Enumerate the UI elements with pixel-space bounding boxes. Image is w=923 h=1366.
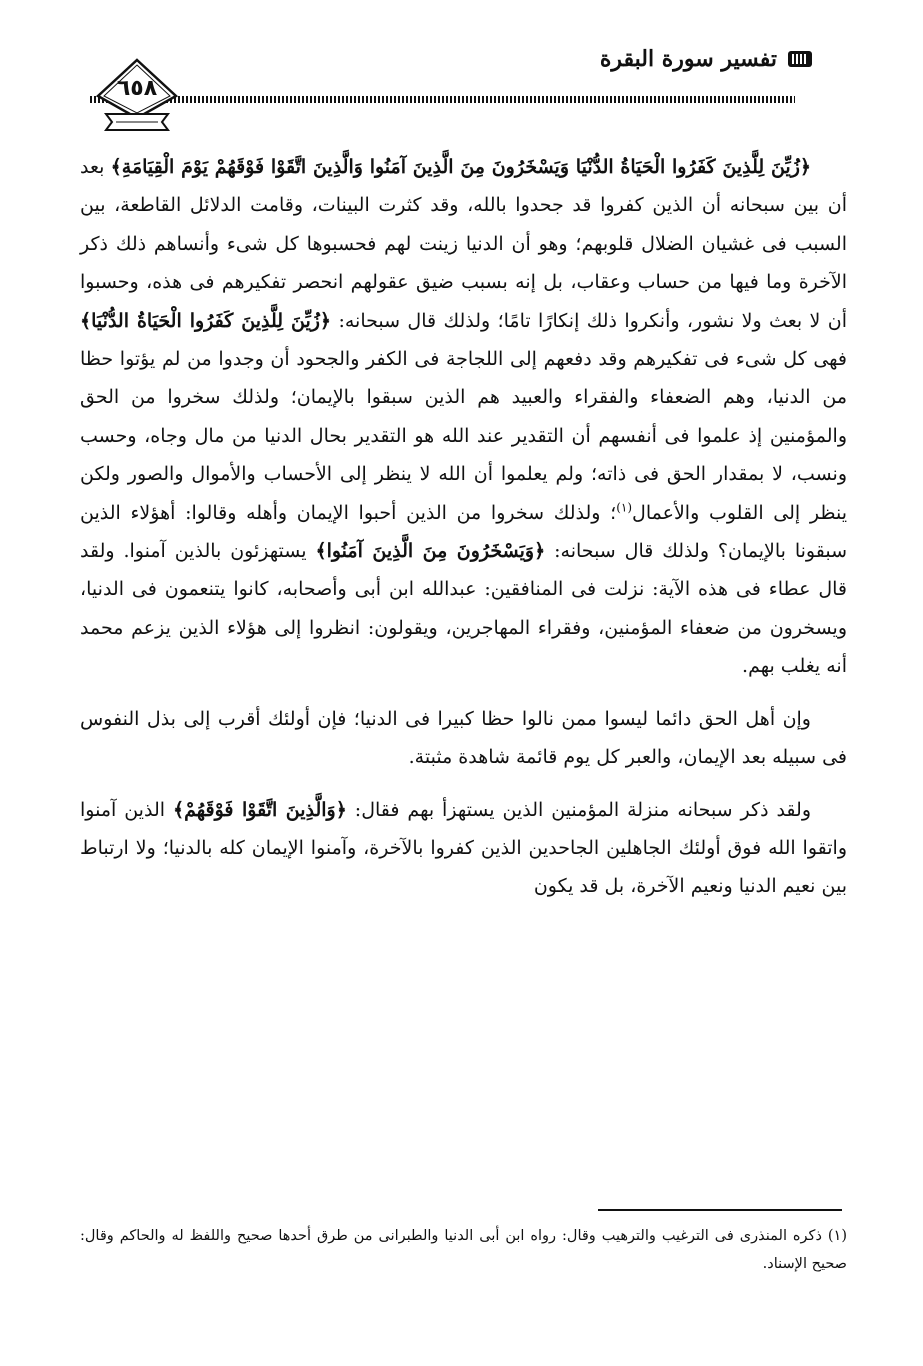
paragraph-text: ولقد ذكر سبحانه منزلة المؤمنين الذين يستهزأ بهم فقال: bbox=[346, 798, 812, 821]
ornament-icon bbox=[787, 48, 813, 70]
paragraph bbox=[80, 148, 847, 686]
paragraph-text: الذين آمنوا واتقوا الله فوق أولئك الجاهلين الجاحدين الذين كفروا بالآخرة، وآمنوا الإيمان كله بالدنيا؛ ولا ارتباط بين نعيم الدنيا ونعيم الآخرة، بل قد يكون bbox=[80, 798, 848, 898]
paragraph-text: ؛ ولذلك سخروا من الذين أحبوا الإيمان وأهله وقالوا: أهؤلاء الذين سبقونا بالإيمان؟ ولذلك قال سبحانه: bbox=[80, 501, 848, 563]
paragraph-text: بعد أن بين سبحانه أن الذين كفروا قد جحدوا بالله، وقد كثرت البينات، وقامت الدلائل القاطعة، بين السبب فى غشيان الضلال قلوبهم؛ وهو أن الدنيا زينت لهم فحسبوها كل شىء وأنساهم ذلك ذكر الآخرة وما فيها من حساب وعقاب، بل إنه بسبب ضيق عقولهم انحصر تفكيرهم فى هذه، وحسبوا أن لا بعث ولا نشور، وأنكروا ذلك إنكارًا تامًا؛ ولذلك قال سبحانه: bbox=[80, 156, 847, 332]
quran-verse: ﴿زُيِّنَ لِلَّذِينَ كَفَرُوا الْحَيَاةُ الدُّنْيَا﴾ bbox=[80, 309, 332, 332]
paragraph bbox=[80, 700, 847, 777]
paragraph bbox=[80, 791, 847, 906]
quran-verse: ﴿وَيَسْخَرُونَ مِنَ الَّذِينَ آمَنُوا﴾ bbox=[315, 540, 546, 563]
paragraph-text: فهى كل شىء فى تفكيرهم وقد دفعهم إلى اللجاجة فى الكفر والجحود أن وجدوا من لم يؤتوا حظا من الدنيا، وهم الضعفاء والفقراء والعبيد هم الذين سبقوا بالإيمان؛ ولذلك سخروا من الحق والمؤمنين إذ علموا فى أنفسهم أن التقدير عند الله هو التقدير بحال الدنيا من مال وجاه، وحسب ونسب، لا بمقدار الحق فى ذاته؛ ولم يعلموا أن الله لا ينظر إلى الأحساب والأموال والصور ولكن ينظر إلى القلوب والأعمال bbox=[80, 348, 848, 524]
paragraph-text: يستهزئون بالذين آمنوا. ولقد قال عطاء فى هذه الآية: نزلت فى المنافقين: عبدالله ابن أبى وأصحابه، كانوا يتنعمون فى الدنيا، ويسخرون من ضعفاء المؤمنين، وفقراء المهاجرين، ويقولون: انظروا إلى هؤلاء الذين يزعم محمد أنه يغلب بهم. bbox=[80, 540, 847, 678]
running-title bbox=[600, 46, 813, 72]
footnote-reference: (١) bbox=[616, 500, 633, 515]
paragraph-text: وإن أهل الحق دائما ليسوا ممن نالوا حظا كبيرا فى الدنيا؛ فإن أولئك أقرب إلى بذل النفوس فى سبيله بعد الإيمان، والعبر كل يوم قائمة شاهدة مثبتة. bbox=[80, 707, 847, 769]
footnote-divider bbox=[598, 1209, 842, 1211]
main-text bbox=[80, 148, 847, 906]
running-title-text: تفسير سورة البقرة bbox=[599, 46, 777, 72]
header-rule bbox=[90, 96, 795, 103]
page-number: ٦٥٨ bbox=[116, 76, 158, 101]
quran-verse: ﴿زُيِّنَ لِلَّذِينَ كَفَرُوا الْحَيَاةُ الدُّنْيَا وَيَسْخَرُونَ مِنَ الَّذِينَ آمَنُوا وَالَّذِينَ اتَّقَوْا فَوْقَهُمْ يَوْمَ الْقِيَامَةِ﴾ bbox=[110, 156, 812, 178]
footnote-text: (١) ذكره المنذرى فى الترغيب والترهيب وقال: رواه ابن أبى الدنيا والطبرانى من طرق أحدها صحيح واللفظ له والحاكم وقال: صحيح الإسناد. bbox=[80, 1228, 847, 1272]
quran-verse: ﴿وَالَّذِينَ اتَّقَوْا فَوْقَهُمْ﴾ bbox=[172, 798, 347, 821]
page-header bbox=[0, 0, 923, 140]
footnote bbox=[80, 1222, 847, 1278]
